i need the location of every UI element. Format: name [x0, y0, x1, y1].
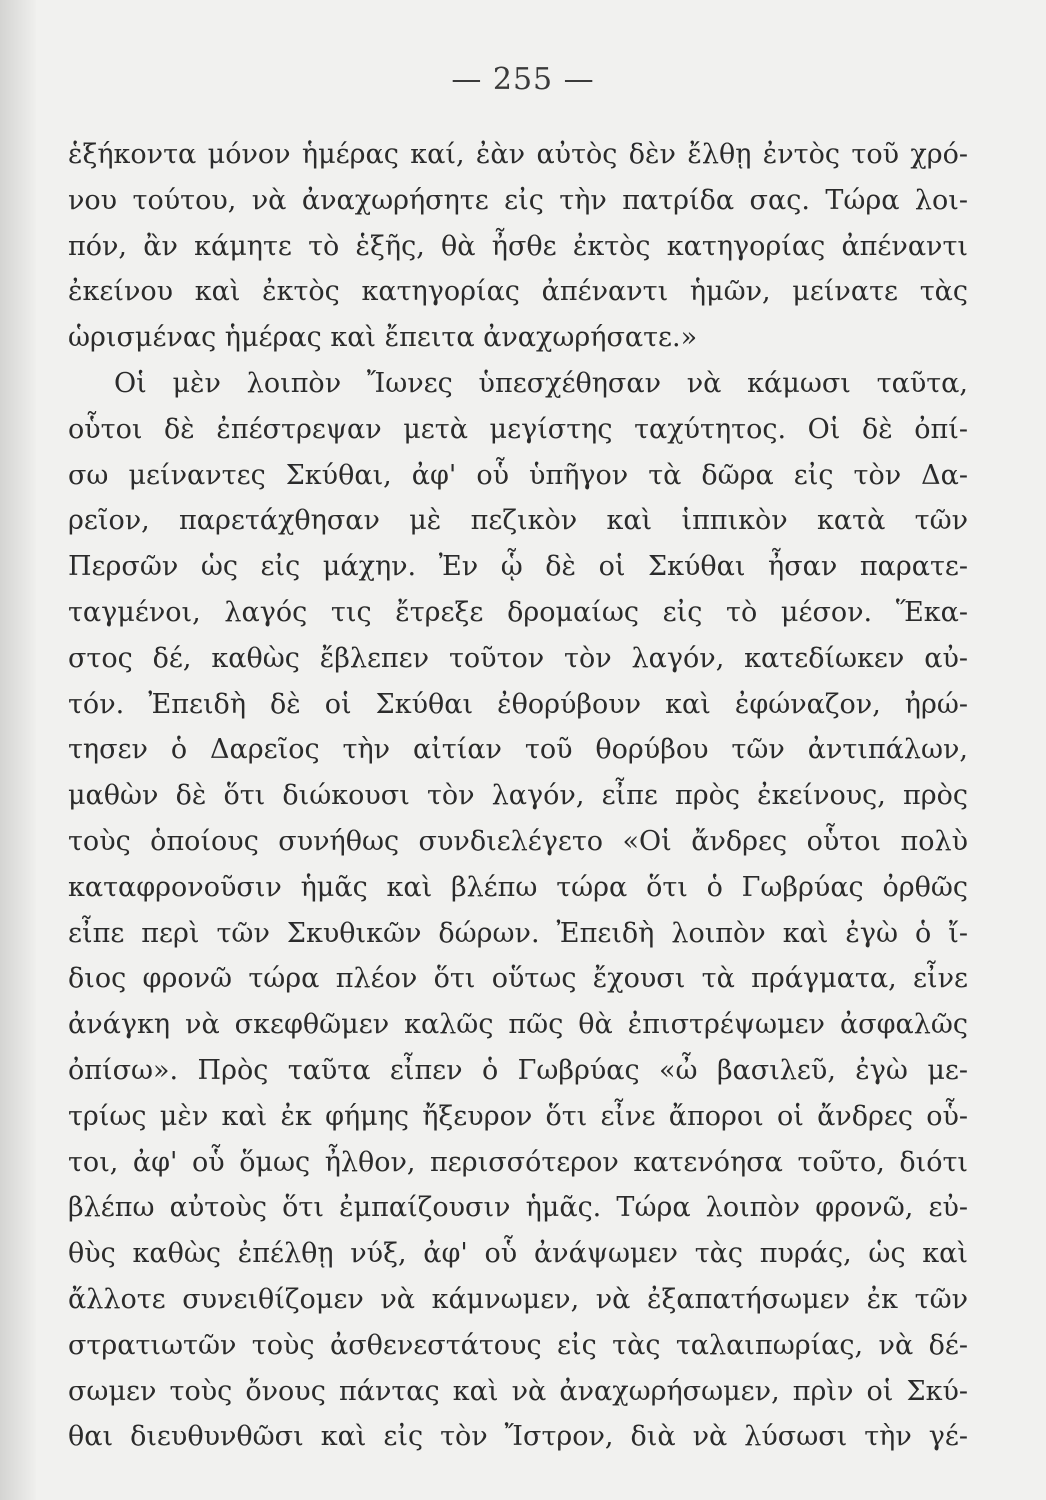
- text-line: τησεν ὁ Δαρεῖος τὴν αἰτίαν τοῦ θορύβου τῶν ἀντιπάλων,: [68, 734, 968, 766]
- text-line: τόν. Ἐπειδὴ δὲ οἱ Σκύθαι ἐθορύβουν καὶ ἐφώναζον, ἠρώ-: [68, 688, 968, 720]
- text-line: ὡρισμένας ἡμέρας καὶ ἔπειτα ἀναχωρήσατε.»: [68, 322, 698, 354]
- text-line: οὗτοι δὲ ἐπέστρεψαν μετὰ μεγίστης ταχύτητος. Οἱ δὲ ὀπί-: [68, 413, 968, 445]
- text-line: σω μείναντες Σκύθαι, ἀφ' οὗ ὑπῆγον τὰ δῶρα εἰς τὸν Δα-: [68, 459, 968, 491]
- text-line: ἐκείνου καὶ ἐκτὸς κατηγορίας ἀπέναντι ἡμῶν, μείνατε τὰς: [68, 276, 968, 308]
- text-line: εἶπε περὶ τῶν Σκυθικῶν δώρων. Ἐπειδὴ λοιπὸν καὶ ἐγὼ ὁ ἴ-: [68, 917, 968, 949]
- text-line: θὺς καθὼς ἐπέλθῃ νύξ, ἀφ' οὗ ἀνάψωμεν τὰς πυράς, ὡς καὶ: [68, 1238, 968, 1270]
- text-line: στος δέ, καθὼς ἔβλεπεν τοῦτον τὸν λαγόν, κατεδίωκεν αὐ-: [68, 642, 968, 674]
- page-gutter-shadow: [0, 0, 36, 1500]
- text-line: σωμεν τοὺς ὄνους πάντας καὶ νὰ ἀναχωρήσωμεν, πρὶν οἱ Σκύ-: [68, 1375, 968, 1407]
- text-line: πόν, ἂν κάμητε τὸ ἑξῆς, θὰ ἦσθε ἐκτὸς κατηγορίας ἀπέναντι: [68, 230, 968, 262]
- text-line: τρίως μὲν καὶ ἐκ φήμης ἤξευρον ὅτι εἶνε ἄποροι οἱ ἄνδρες οὗ-: [68, 1100, 968, 1132]
- text-line: θαι διευθυνθῶσι καὶ εἰς τὸν Ἴστρον, διὰ νὰ λύσωσι τὴν γέ-: [68, 1421, 968, 1453]
- paragraph-first-line: Οἱ μὲν λοιπὸν Ἴωνες ὑπεσχέθησαν νὰ κάμωσι ταῦτα,: [114, 367, 968, 399]
- text-line: Περσῶν ὡς εἰς μάχην. Ἐν ᾧ δὲ οἱ Σκύθαι ἦσαν παρατε-: [68, 551, 968, 583]
- text-line: στρατιωτῶν τοὺς ἀσθενεστάτους εἰς τὰς ταλαιπωρίας, νὰ δέ-: [68, 1329, 968, 1361]
- text-line: τοι, ἀφ' οὗ ὅμως ἦλθον, περισσότερον κατενόησα τοῦτο, διότι: [68, 1146, 968, 1178]
- text-line: ἄλλοτε συνειθίζομεν νὰ κάμνωμεν, νὰ ἐξαπατήσωμεν ἐκ τῶν: [68, 1283, 968, 1315]
- text-line: ἑξήκοντα μόνον ἡμέρας καί, ἐὰν αὐτὸς δὲν ἔλθῃ ἐντὸς τοῦ χρό-: [68, 139, 968, 170]
- page-body-text: [68, 132, 968, 1460]
- text-line: διος φρονῶ τώρα πλέον ὅτι οὕτως ἔχουσι τὰ πράγματα, εἶνε: [68, 963, 968, 995]
- text-line: ταγμένοι, λαγός τις ἔτρεξε δρομαίως εἰς τὸ μέσον. Ἕκα-: [68, 596, 968, 628]
- text-line: βλέπω αὐτοὺς ὅτι ἐμπαίζουσιν ἡμᾶς. Τώρα λοιπὸν φρονῶ, εὐ-: [68, 1192, 968, 1224]
- text-line: καταφρονοῦσιν ἡμᾶς καὶ βλέπω τώρα ὅτι ὁ Γωβρύας ὀρθῶς: [68, 871, 968, 903]
- text-line: μαθὼν δὲ ὅτι διώκουσι τὸν λαγόν, εἶπε πρὸς ἐκείνους, πρὸς: [68, 780, 968, 812]
- page-number: — 255 —: [451, 62, 595, 97]
- text-line: τοὺς ὁποίους συνήθως συνδιελέγετο «Οἱ ἄνδρες οὗτοι πολὺ: [68, 825, 968, 857]
- text-line: ὀπίσω». Πρὸς ταῦτα εἶπεν ὁ Γωβρύας «ὦ βασιλεῦ, ἐγὼ με-: [68, 1054, 968, 1086]
- text-line: ἀνάγκη νὰ σκεφθῶμεν καλῶς πῶς θὰ ἐπιστρέψωμεν ἀσφαλῶς: [68, 1009, 968, 1041]
- text-line: νου τούτου, νὰ ἀναχωρήσητε εἰς τὴν πατρίδα σας. Τώρα λοι-: [68, 184, 968, 216]
- text-line: ρεῖον, παρετάχθησαν μὲ πεζικὸν καὶ ἱππικὸν κατὰ τῶν: [68, 505, 968, 537]
